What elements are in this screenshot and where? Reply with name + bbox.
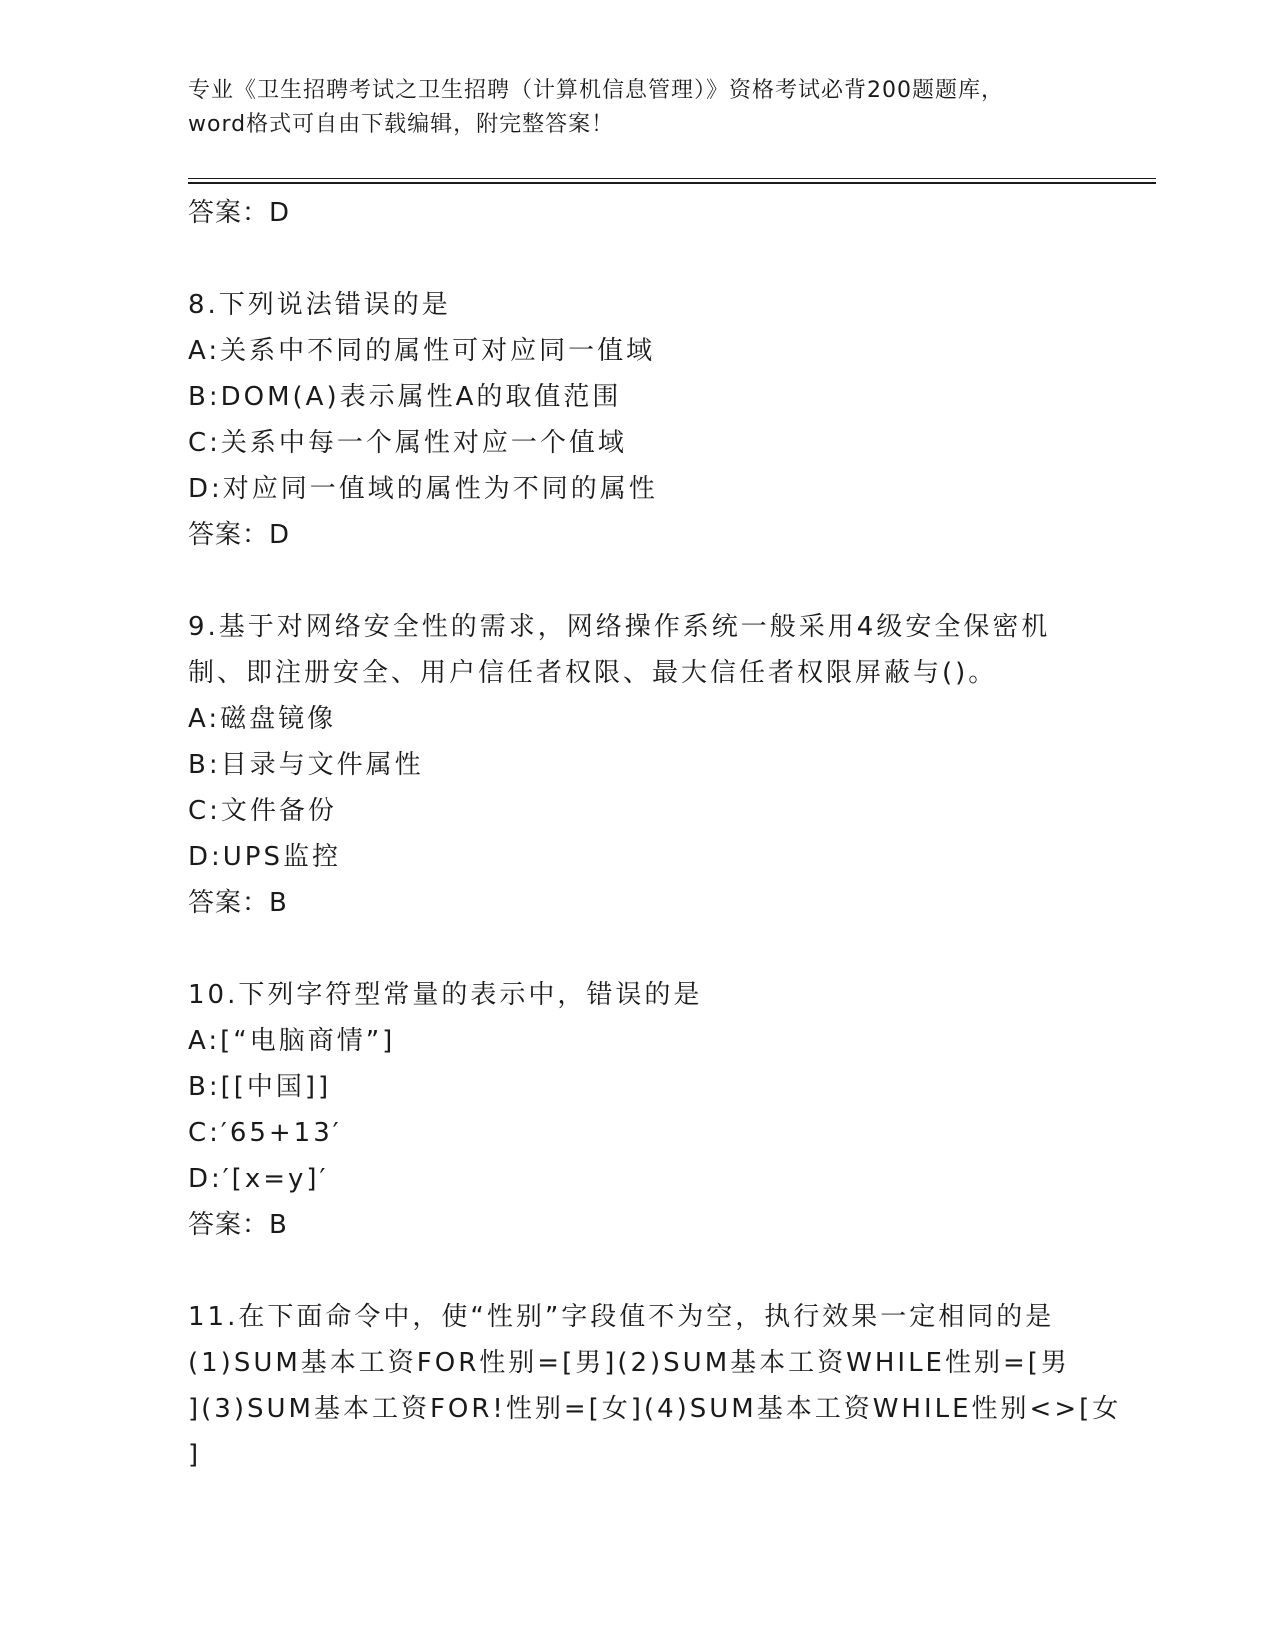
- question-10-option-d: D:′[x=y]′: [188, 1164, 329, 1194]
- question-8-option-b: B:DOM(A)表示属性A的取值范围: [188, 382, 622, 412]
- spacer: [188, 1248, 1088, 1294]
- question-list: [188, 190, 1122, 1478]
- question-9-text-line-1: 9.基于对网络安全性的需求，网络操作系统一般采用4级安全保密机: [188, 612, 1051, 642]
- question-8-option-a: A:关系中不同的属性可对应同一值域: [188, 336, 656, 366]
- answer-previous: 答案：D: [188, 198, 291, 228]
- question-9-option-c: C:文件备份: [188, 796, 337, 826]
- spacer: [188, 926, 1088, 972]
- spacer: [188, 236, 1088, 282]
- question-11: [188, 1294, 1122, 1478]
- question-11-text-line-3: ](3)SUM基本工资FOR!性别=[女](4)SUM基本工资WHILE性别<>[女: [188, 1394, 1122, 1424]
- question-11-text-line-4: ]: [188, 1440, 202, 1470]
- header-line-1: 专业《卫生招聘考试之卫生招聘（计算机信息管理）》资格考试必背200题题库，: [188, 78, 1004, 103]
- question-10-option-c: C:′65+13′: [188, 1118, 342, 1148]
- question-10-option-b: B:[[中国]]: [188, 1072, 332, 1102]
- question-9-option-d: D:UPS监控: [188, 842, 341, 872]
- header-rule-thin: [188, 178, 1156, 179]
- question-8-option-c: C:关系中每一个属性对应一个值域: [188, 428, 627, 458]
- question-9: [188, 604, 1088, 926]
- question-8-option-d: D:对应同一值域的属性为不同的属性: [188, 474, 658, 504]
- question-10-text: 10.下列字符型常量的表示中，错误的是: [188, 980, 703, 1010]
- question-9-option-a: A:磁盘镜像: [188, 704, 337, 734]
- question-8: [188, 282, 1088, 558]
- question-11-text-line-2: (1)SUM基本工资FOR性别=[男](2)SUM基本工资WHILE性别=[男: [188, 1348, 1070, 1378]
- question-11-text-line-1: 11.在下面命令中，使“性别”字段值不为空，执行效果一定相同的是: [188, 1302, 1055, 1332]
- question-9-text-line-2: 制、即注册安全、用户信任者权限、最大信任者权限屏蔽与()。: [188, 658, 998, 688]
- header-rule-thick: [188, 182, 1156, 184]
- question-8-text: 8.下列说法错误的是: [188, 290, 451, 320]
- spacer: [188, 558, 1088, 604]
- question-9-option-b: B:目录与文件属性: [188, 750, 424, 780]
- question-10-answer: 答案：B: [188, 1210, 288, 1240]
- question-10: [188, 972, 1088, 1248]
- question-10-option-a: A:[“电脑商情”]: [188, 1026, 396, 1056]
- question-9-answer: 答案：B: [188, 888, 288, 918]
- document-header: [188, 74, 1088, 142]
- question-8-answer: 答案：D: [188, 520, 291, 550]
- header-line-2: word格式可自由下载编辑，附完整答案！: [188, 112, 615, 137]
